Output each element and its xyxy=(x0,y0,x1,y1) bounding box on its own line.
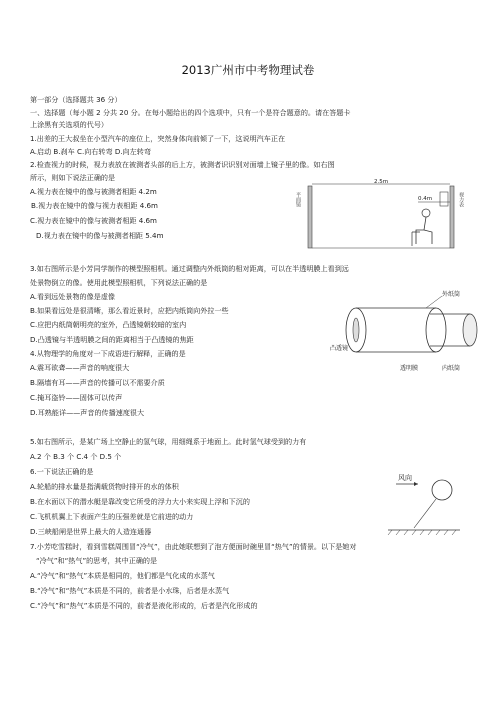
q5-options: A.2 个 B.3 个 C.4 个 D.5 个 xyxy=(30,452,122,461)
q6-option-b: B.在水面以下的潜水艇是靠改变它所受的浮力大小来实现上浮和下沉的 xyxy=(30,497,250,506)
part-heading: 一、选择题（每小题 2 分共 20 分。在每小题给出的四个选项中，只有一个是符合题意的。请在答题卡 xyxy=(30,108,351,117)
ground-hatching xyxy=(388,530,456,535)
q6-option-d: D.三峡船闸是世界上最大的人造连通器 xyxy=(30,527,152,536)
eye-chart xyxy=(440,192,448,206)
fig-label-film: 透明膜 xyxy=(400,365,419,372)
q4-option-c: C.掩耳盗铃——固体可以传声 xyxy=(30,393,123,402)
q4-stem: 4.从物理学的角度对一下成语进行解释，正确的是 xyxy=(30,349,186,358)
mirror-wall xyxy=(308,186,312,248)
fig-dim-0-4: 0.4m xyxy=(418,196,433,202)
wind-arrow-head xyxy=(414,482,418,486)
fig-label-outer: 外纸筒 xyxy=(442,291,461,298)
model-camera-figure xyxy=(330,286,490,376)
q2-option-a: A.视力表在镜中的像与被测者相距 4.2m xyxy=(30,187,157,196)
q2-stem: 2.检查视力的时候，视力表放在被测者头部的后上方，被测者识识别对面墙上镜子里的像。如右图 xyxy=(30,160,335,169)
q7-option-b: B.“冷气”和“热气”本质是不同的，前者是小水珠，后者是水蒸气 xyxy=(30,586,230,595)
q3-option-b: B.如果看远处是很清晰，那么看近景时，应把内纸筒向外拉一些 xyxy=(30,306,229,315)
leader-outer xyxy=(426,296,442,308)
q1-stem: 1.出差的王大叔坐在小型汽车的座位上，突然身体向前倾了一下，这说明汽车正在 xyxy=(30,134,286,143)
q3-stem-cont: 处景物倒立的像。使用此模型照相机，下列说法正确的是 xyxy=(30,278,208,287)
outer-tube-back xyxy=(426,308,446,352)
balloon-string xyxy=(414,499,436,528)
fig-dim-2-5: 2.5m xyxy=(374,179,389,185)
q6-option-c: C.飞机机翼上下表面产生的压强差就是它前进的动力 xyxy=(30,512,194,521)
chart-wall xyxy=(450,186,454,248)
q3-option-d: D.凸透镜与半透明膜之间的距离相当于凸透镜的焦距 xyxy=(30,335,194,344)
q4-option-b: B.隔墙有耳——声音的传播可以不需要介质 xyxy=(30,378,165,387)
q7-stem: 7.小芳吃雪糕时，看到雪糕周围冒“冷气”，由此她联想到了泡方便面时碗里冒“热气”的情景。以下是她对 xyxy=(30,542,357,551)
person-head xyxy=(422,209,430,217)
part-heading-cont: 上涂黑有关选项的代号） xyxy=(30,120,109,129)
convex-lens xyxy=(353,318,359,342)
q6-option-a: A.轮船的排水量是指满载货物时排开的水的体积 xyxy=(30,482,179,491)
q3-option-a: A.看到远处景物的像是虚像 xyxy=(30,292,116,301)
section-heading: 第一部分（选择题共 36 分） xyxy=(30,95,122,104)
q1-options: A.启动 B.刹车 C.向右转弯 D.向左转弯 xyxy=(30,147,151,156)
q3-stem: 3.如右图所示是小芳同学制作的模型照相机。通过调整内外纸筒的相对距离，可以在半透明膜上看到远 xyxy=(30,264,349,273)
fig-label-chart: 视力表 xyxy=(458,192,464,207)
q4-option-d: D.耳熟能详——声音的传播速度很大 xyxy=(30,408,145,417)
eye-test-figure xyxy=(278,178,478,254)
q5-stem: 5.如右图所示，是某广场上空静止的氢气球，用细绳系于地面上。此时氢气球受到的力有 xyxy=(30,437,307,446)
person-body xyxy=(416,217,432,244)
fig-label-mirror: 平面镜 xyxy=(295,192,301,207)
q4-option-a: A.震耳欲聋——声音的响度很大 xyxy=(30,363,130,372)
q2-option-c: C.视力表在镜中的像与被测者相距 4.6m xyxy=(30,216,157,225)
balloon xyxy=(432,480,452,500)
q3-option-c: C.应把内纸筒朝明亮的室外，凸透镜朝较暗的室内 xyxy=(30,320,187,329)
q7-option-a: A.“冷气”和“热气”本质是相同的，他们都是气化成的水蒸气 xyxy=(30,571,215,580)
fig-label-wind: 风向 xyxy=(398,474,412,482)
q7-stem-cont: “冷气”和“热气”的思考，其中正确的是 xyxy=(36,556,158,565)
fig-label-inner: 内纸筒 xyxy=(442,365,461,372)
q2-option-d: D.视力表在镜中的像与被测者相距 5.4m xyxy=(36,231,164,240)
q2-option-b: B.视力表在镜中的像与视力表相距 4.6m xyxy=(31,201,158,210)
q7-option-c: C.“冷气”和“热气”本质是不同的，前者是液化形成的，后者是汽化形成的 xyxy=(30,601,258,610)
translucent-film xyxy=(463,314,477,346)
q6-stem: 6.一下说法正确的是 xyxy=(30,467,94,476)
q2-stem-cont: 所示，则如下说法正确的是 xyxy=(30,173,116,182)
page-title: 2013广州市中考物理试卷 xyxy=(181,63,315,77)
balloon-figure xyxy=(384,470,464,538)
fig-label-lens: 凸透镜 xyxy=(330,345,349,352)
